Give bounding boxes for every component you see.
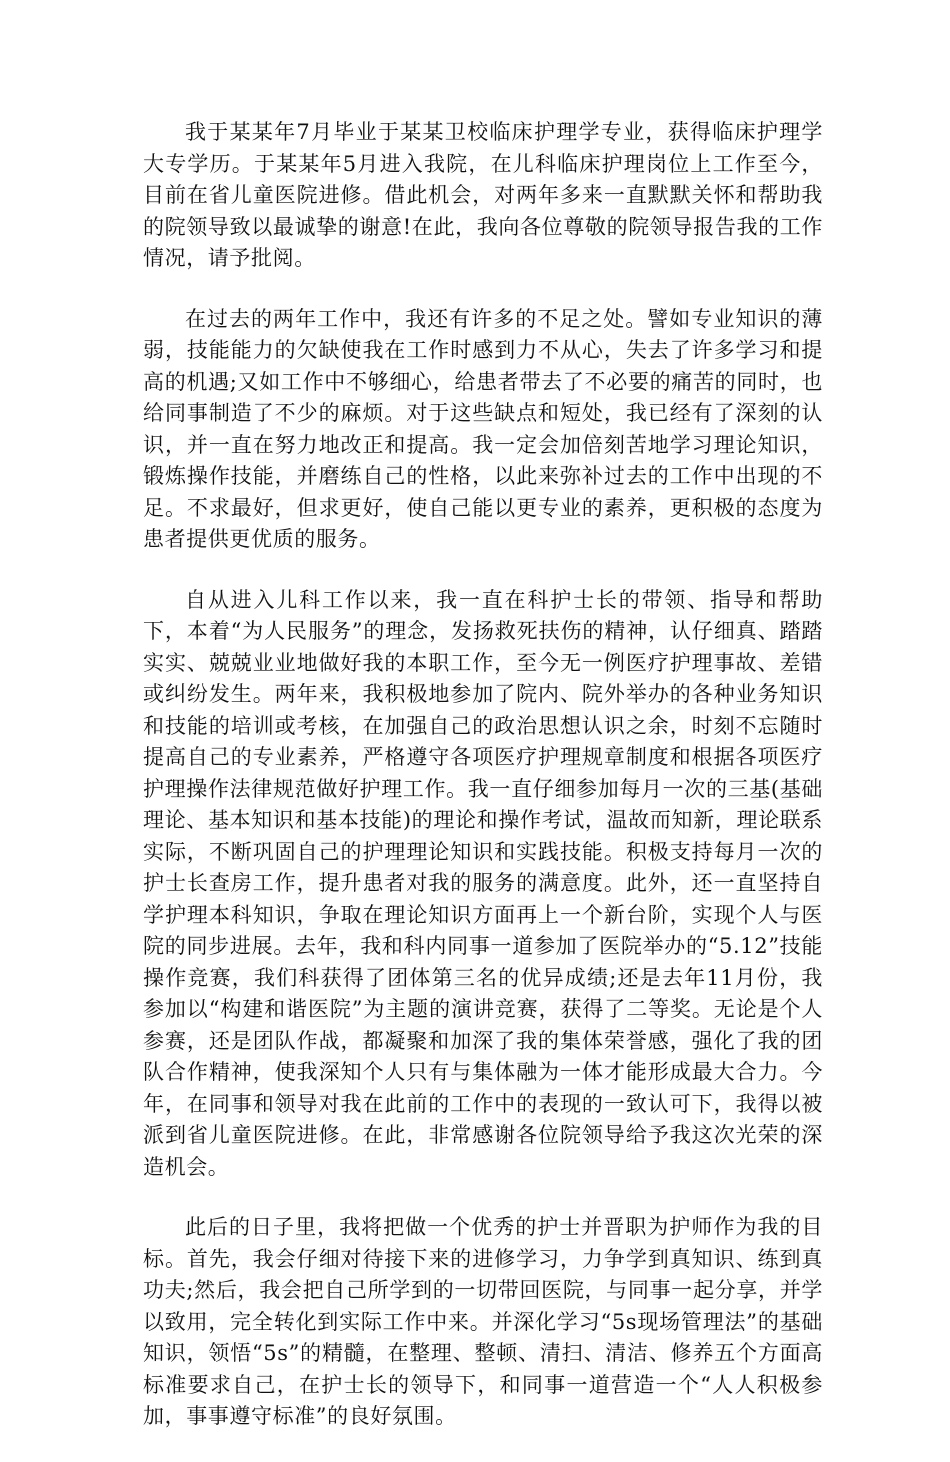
paragraph-intro: 我于某某年7月毕业于某某卫校临床护理学专业，获得临床护理学大专学历。于某某年5月进入我院，在儿科临床护理岗位上工作至今，目前在省儿童医院进修。借此机会，对两年多来一直默默关怀和帮助我的院领导致以最诚挚的谢意!在此，我向各位尊敬的院领导报告我的工作情况，请予批阅。 xyxy=(143,120,823,270)
paragraph-achievements: 自从进入儿科工作以来，我一直在科护士长的带领、指导和帮助下，本着“为人民服务”的理念，发扬救死扶伤的精神，认仔细真、踏踏实实、兢兢业业地做好我的本职工作，至今无一例医疗护理事故、差错或纠纷发生。两年来，我积极地参加了院内、院外举办的各种业务知识和技能的培训或考核，在加强自己的政治思想认识之余，时刻不忘随时提高自己的专业素养，严格遵守各项医疗护理规章制度和根据各项医疗护理操作法律规范做好护理工作。我一直仔细参加每月一次的三基(基础理论、基本知识和基本技能)的理论和操作考试，温故而知新，理论联系实际，不断巩固自己的护理理论知识和实践技能。积极支持每月一次的护士长查房工作，提升患者对我的服务的满意度。此外，还一直坚持自学护理本科知识，争取在理论知识方面再上一个新台阶，实现个人与医院的同步进展。去年，我和科内同事一道参加了医院举办的“5.12”技能操作竞赛，我们科获得了团体第三名的优异成绩;还是去年11月份，我参加以“构建和谐医院”为主题的演讲竞赛，获得了二等奖。无论是个人参赛，还是团队作战，都凝聚和加深了我的集体荣誉感，强化了我的团队合作精神，使我深知个人只有与集体融为一体才能形成最大合力。今年，在同事和领导对我在此前的工作中的表现的一致认可下，我得以被派到省儿童医院进修。在此，非常感谢各位院领导给予我这次光荣的深造机会。 xyxy=(143,587,823,1179)
paragraph-future-plans: 此后的日子里，我将把做一个优秀的护士并晋职为护师作为我的目标。首先，我会仔细对待接下来的进修学习，力争学到真知识、练到真功夫;然后，我会把自己所学到的一切带回医院，与同事一起分享，并学以致用，完全转化到实际工作中来。并深化学习“5s现场管理法”的基础知识，领悟“5s”的精髓，在整理、整顿、清扫、清洁、修养五个方面高标准要求自己，在护士长的领导下，和同事一道营造一个“人人积极参加，事事遵守标准”的良好氛围。 xyxy=(143,1215,823,1428)
document-body xyxy=(143,117,823,1462)
paragraph-shortcomings: 在过去的两年工作中，我还有许多的不足之处。譬如专业知识的薄弱，技能能力的欠缺使我在工作时感到力不从心，失去了许多学习和提高的机遇;又如工作中不够细心，给患者带去了不必要的痛苦的同时，也给同事制造了不少的麻烦。对于这些缺点和短处，我已经有了深刻的认识，并一直在努力地改正和提高。我一定会加倍刻苦地学习理论知识，锻炼操作技能，并磨练自己的性格，以此来弥补过去的工作中出现的不足。不求最好，但求更好，使自己能以更专业的素养，更积极的态度为患者提供更优质的服务。 xyxy=(143,306,823,551)
